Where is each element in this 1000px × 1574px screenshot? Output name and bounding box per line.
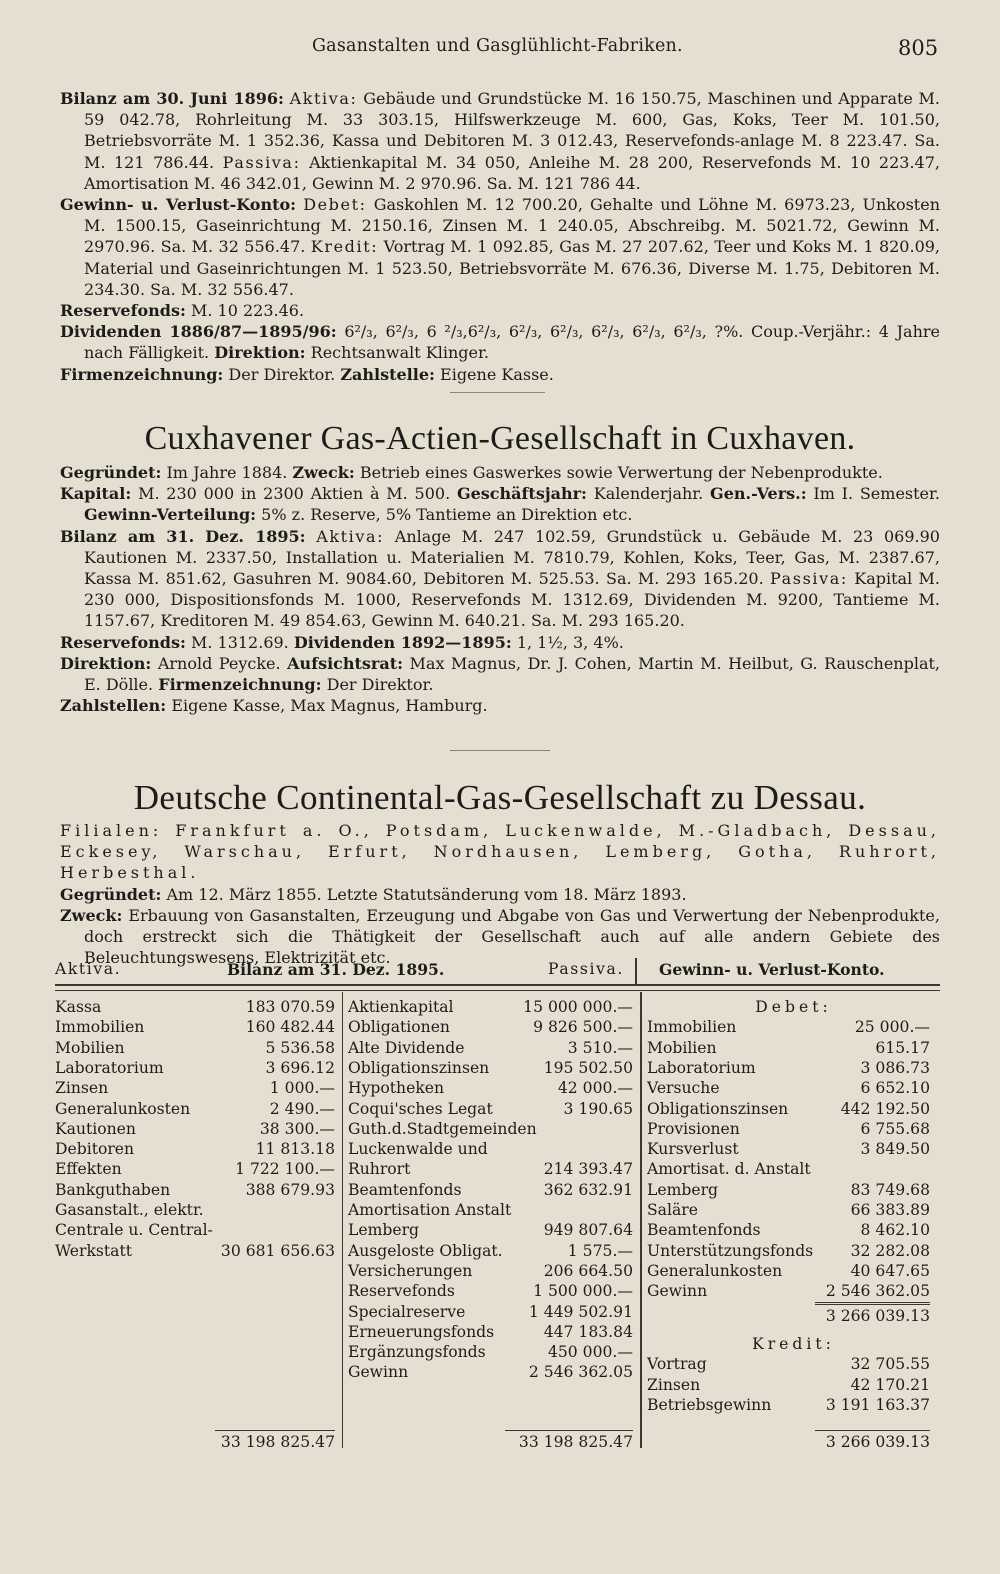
debet-row-value: 442 192.50 bbox=[840, 1099, 930, 1118]
zahlstelle-label: Zahlstelle: bbox=[340, 364, 435, 384]
passiva-row bbox=[348, 1120, 633, 1140]
passiva-row-label: Lemberg bbox=[348, 1221, 420, 1240]
debet-row-label: Mobilien bbox=[647, 1038, 717, 1057]
entry-continuation bbox=[60, 88, 940, 385]
aktiva-row-label: Kassa bbox=[55, 998, 102, 1016]
passiva-row-label: Ergänzungsfonds bbox=[348, 1343, 486, 1362]
passiva-row-label: Ausgeloste Obligat. bbox=[348, 1241, 503, 1260]
kapital-text: M. 230 000 in 2300 Aktien à M. 500. bbox=[138, 484, 451, 504]
passiva-row bbox=[348, 1181, 633, 1201]
direktion-label: Direktion: bbox=[214, 343, 306, 363]
passiva-text: Kapital M. 230 000, Dispositionsfonds M. 1000, Reservefonds M. 1312.69, Dividenden M. 9200, Tantieme M. 1157.67, Kreditoren M. 49 854.63, Gewinn M. 640.21. Sa. M. 293 165.20. bbox=[84, 569, 940, 631]
debet-row-label: Kursverlust bbox=[647, 1140, 739, 1159]
aktiva-row bbox=[55, 1140, 335, 1160]
header-passiva: Passiva. bbox=[548, 960, 624, 978]
dividenden-paragraph bbox=[60, 321, 940, 363]
debet-row-value: 3 086.73 bbox=[860, 1058, 930, 1077]
passiva-word: Passiva: bbox=[770, 569, 848, 589]
passiva-row bbox=[348, 1059, 633, 1079]
kredit-heading: Kredit: bbox=[752, 1334, 835, 1353]
debet-row-label: Saläre bbox=[647, 1201, 698, 1219]
zahlstelle-text: Eigene Kasse. bbox=[440, 364, 554, 384]
bilanz-passiva-text: Aktienkapital M. 34 050, Anleihe M. 28 200, Reservefonds M. 10 223.47, Amortisation M. 46 342.01, Gewinn M. 2 970.96. Sa. M. 121 786 44. bbox=[84, 152, 940, 193]
header-guv: Gewinn- u. Verlust-Konto. bbox=[659, 960, 885, 979]
aktiva-row-value: 183 070.59 bbox=[245, 998, 335, 1016]
reservefonds-text: M. 1312.69. bbox=[190, 632, 289, 652]
passiva-row bbox=[348, 1343, 633, 1363]
dividenden-text: 6²/₃, 6²/₃, 6 ²/₃,6²/₃, 6²/₃, 6²/₃, 6²/₃, 6²/₃, 6²/₃, ?%. Coup.-Verjähr.: 4 Jahre nach Fälligkeit. bbox=[84, 322, 940, 363]
passiva-row-label: Beamtenfonds bbox=[348, 1180, 462, 1199]
dividenden-label: Dividenden 1892—1895: bbox=[293, 632, 512, 652]
passiva-row-value: 450 000.— bbox=[547, 1343, 633, 1362]
genvers-text: Im I. Semester. bbox=[813, 484, 940, 504]
debet-row bbox=[647, 1201, 930, 1221]
passiva-row bbox=[348, 1242, 633, 1262]
debet-row bbox=[647, 1039, 930, 1059]
aktiva-row bbox=[55, 1120, 335, 1140]
column-divider-passiva bbox=[640, 992, 642, 1448]
passiva-row-label: Ruhrort bbox=[348, 1160, 411, 1179]
aktiva-row-label: Centrale u. Central- bbox=[55, 1221, 213, 1240]
passiva-row bbox=[348, 1039, 633, 1059]
debet-row bbox=[647, 1242, 930, 1262]
passiva-row-label: Reservefonds bbox=[348, 1282, 455, 1301]
passiva-row-label: Erneuerungsfonds bbox=[348, 1322, 495, 1341]
guv-paragraph bbox=[60, 194, 940, 300]
reservefonds-label: Reservefonds: bbox=[60, 301, 186, 321]
passiva-row-value: 3 190.65 bbox=[563, 1099, 633, 1118]
passiva-row-label: Luckenwalde und bbox=[348, 1140, 488, 1159]
bilanz-aktiva-text: Gebäude und Grundstücke M. 16 150.75, Maschinen und Apparate M. 59 042.78, Rohrleitung M. 33 303.15, Hilfswerkzeuge M. 600, Gas, Koks, Teer M. 101.50, Betriebsvorräte M. 1 352.36, Kassa und Debitoren M. 3 012.43, Reservefonds-anlage M. 8 223.47. Sa. M. 121 786.44. bbox=[84, 89, 941, 172]
passiva-row-value: 195 502.50 bbox=[543, 1058, 633, 1077]
passiva-row-label: Specialreserve bbox=[348, 1302, 466, 1321]
gewinnverteilung-label: Gewinn-Verteilung: bbox=[84, 505, 257, 525]
dividenden-label: Dividenden 1886/87—1895/96: bbox=[60, 322, 337, 342]
header-divider bbox=[635, 958, 637, 986]
debet-row-label: Beamtenfonds bbox=[647, 1221, 761, 1240]
zweck-label: Zweck: bbox=[292, 463, 355, 482]
debet-row-label: Lemberg bbox=[647, 1180, 719, 1199]
aktiva-row-value: 1 722 100.— bbox=[235, 1160, 335, 1179]
column-divider-aktiva bbox=[342, 992, 343, 1448]
passiva-row-value: 1 449 502.91 bbox=[528, 1302, 633, 1321]
passiva-row-label: Alte Dividende bbox=[348, 1038, 465, 1057]
kredit-row-value: 32 705.55 bbox=[850, 1355, 930, 1374]
aktiva-row-value: 38 300.— bbox=[259, 1119, 335, 1138]
aktiva-row-value: 11 813.18 bbox=[255, 1140, 335, 1159]
debet-row-value: 615.17 bbox=[875, 1038, 930, 1057]
aufsichtsrat-label: Aufsichtsrat: bbox=[287, 653, 404, 673]
passiva-row-label: Obligationszinsen bbox=[348, 1058, 490, 1077]
kredit-row-label: Zinsen bbox=[647, 1375, 701, 1394]
kapital-label: Kapital: bbox=[60, 484, 132, 504]
debet-row bbox=[647, 1221, 930, 1241]
header-bilanz: Bilanz am 31. Dez. 1895. bbox=[227, 960, 445, 979]
section-divider bbox=[450, 750, 550, 751]
aktiva-row-label: Effekten bbox=[55, 1160, 122, 1179]
direktion-label: Direktion: bbox=[60, 653, 152, 673]
guv-kredit-text: Vortrag M. 1 092.85, Gas M. 27 207.62, Teer und Koks M. 1 820.09, Material und Gaseinrichtungen M. 1 523.50, Betriebsvorräte M. 676.36, Diverse M. 1.75, Debitoren M. 234.30. Sa. M. 32 556.47. bbox=[84, 237, 941, 299]
kredit-row bbox=[647, 1376, 930, 1396]
debet-row bbox=[647, 1262, 930, 1282]
zweck-text: Betrieb eines Gaswerkes sowie Verwertung der Nebenprodukte. bbox=[359, 463, 883, 482]
debet-row-label: Immobilien bbox=[647, 1018, 737, 1037]
aktiva-row bbox=[55, 1242, 335, 1262]
passiva-total: 33 198 825.47 bbox=[505, 1430, 633, 1453]
bilanz-paragraph bbox=[60, 88, 940, 194]
debet-row bbox=[647, 1079, 930, 1099]
gegruendet-text: Am 12. März 1855. Letzte Statutsänderung vom 18. März 1893. bbox=[166, 884, 687, 904]
firma-label: Firmenzeichnung: bbox=[60, 364, 224, 384]
zweck-text: Erbauung von Gasanstalten, Erzeugung und Abgabe von Gas und Verwertung der Nebenprodukte, doch erstreckt sich die Thätigkeit der Gesellschaft auch auf alle andern Gebiete des Beleuchtungswesens, Elektrizität etc. bbox=[84, 905, 940, 968]
reservefonds-paragraph bbox=[60, 632, 940, 653]
debet-row-label: Provisionen bbox=[647, 1119, 740, 1138]
guv-label: Gewinn- u. Verlust-Konto: bbox=[60, 195, 297, 215]
bilanz-label: Bilanz am 30. Juni 1896: bbox=[60, 89, 284, 108]
passiva-row-value: 362 632.91 bbox=[543, 1180, 633, 1199]
aktiva-row-value: 3 696.12 bbox=[265, 1058, 335, 1077]
passiva-row bbox=[348, 1079, 633, 1099]
debet-row bbox=[647, 1059, 930, 1079]
reservefonds-paragraph bbox=[60, 300, 940, 321]
passiva-row-label: Hypotheken bbox=[348, 1079, 445, 1098]
aktiva-row-label: Debitoren bbox=[55, 1140, 135, 1159]
entry-cuxhaven bbox=[60, 462, 940, 716]
aktiva-row-label: Generalunkosten bbox=[55, 1099, 191, 1118]
passiva-row bbox=[348, 1018, 633, 1038]
kredit-row-value: 3 191 163.37 bbox=[825, 1395, 930, 1414]
gegruendet-label: Gegründet: bbox=[60, 463, 162, 482]
debet-sum-rule bbox=[815, 1302, 930, 1303]
aktiva-row bbox=[55, 998, 335, 1018]
debet-heading: Debet: bbox=[755, 998, 832, 1016]
kredit-row-label: Betriebsgewinn bbox=[647, 1395, 772, 1414]
kredit-row-value: 42 170.21 bbox=[850, 1375, 930, 1394]
aktiva-row bbox=[55, 1160, 335, 1180]
passiva-row bbox=[348, 1303, 633, 1323]
passiva-row bbox=[348, 1140, 633, 1160]
debet-word: Debet: bbox=[303, 195, 367, 215]
debet-row-label: Amortisat. d. Anstalt bbox=[647, 1160, 811, 1179]
debet-row-value: 6 755.68 bbox=[860, 1119, 930, 1138]
balance-table bbox=[55, 958, 940, 1458]
debet-row-value: 3 849.50 bbox=[860, 1140, 930, 1159]
kredit-row-label: Vortrag bbox=[647, 1355, 707, 1374]
company-title-cuxhaven: Cuxhavener Gas-Actien-Gesellschaft in Cuxhaven. bbox=[144, 420, 856, 457]
passiva-row-value: 3 510.— bbox=[567, 1038, 633, 1057]
debet-total: 3 266 039.13 bbox=[815, 1304, 930, 1327]
header-aktiva: Aktiva. bbox=[55, 960, 122, 978]
debet-row-value: 32 282.08 bbox=[850, 1241, 930, 1260]
direktion-paragraph bbox=[60, 653, 940, 695]
aktiva-row-label: Laboratorium bbox=[55, 1058, 164, 1077]
geschaeftsjahr-text: Kalenderjahr. bbox=[593, 484, 704, 504]
passiva-row-label: Aktienkapital bbox=[348, 998, 454, 1016]
debet-row bbox=[647, 1181, 930, 1201]
passiva-row bbox=[348, 1100, 633, 1120]
aktiva-total: 33 198 825.47 bbox=[215, 1430, 335, 1453]
aktiva-row-value: 388 679.93 bbox=[245, 1180, 335, 1199]
firma-text: Der Direktor. bbox=[326, 675, 434, 695]
debet-row-value: 40 647.65 bbox=[850, 1261, 930, 1280]
aktiva-row bbox=[55, 1201, 335, 1221]
aktiva-row-label: Mobilien bbox=[55, 1038, 125, 1057]
direktion-text: Rechtsanwalt Klinger. bbox=[310, 343, 489, 363]
aktiva-word: Aktiva: bbox=[316, 526, 385, 546]
debet-row bbox=[647, 1120, 930, 1140]
passiva-row-value: 15 000 000.— bbox=[523, 998, 633, 1016]
aktiva-row bbox=[55, 1100, 335, 1120]
firmenzeichnung-paragraph bbox=[60, 364, 940, 385]
debet-row-label: Versuche bbox=[647, 1079, 720, 1098]
entry-dessau bbox=[60, 820, 940, 968]
kredit-total: 3 266 039.13 bbox=[815, 1430, 930, 1453]
aktiva-text: Anlage M. 247 102.59, Grundstück u. Gebäude M. 23 069.90 Kautionen M. 2337.50, Installation u. Materialien M. 7810.79, Kohlen, Koks, Teer, Gas, M. 2387.67, Kassa M. 851.62, Gasuhren M. 9084.60, Debitoren M. 525.53. Sa. M. 293 165.20. bbox=[84, 526, 940, 589]
section-divider bbox=[450, 392, 545, 393]
debet-row-value: 2 546 362.05 bbox=[825, 1282, 930, 1301]
geschaeftsjahr-label: Geschäftsjahr: bbox=[456, 484, 587, 504]
passiva-row-value: 9 826 500.— bbox=[533, 1018, 633, 1037]
aktiva-row bbox=[55, 1181, 335, 1201]
company-title-dessau: Deutsche Continental-Gas-Gesellschaft zu Dessau. bbox=[133, 778, 867, 817]
passiva-row bbox=[348, 1363, 633, 1383]
aktiva-row-label: Kautionen bbox=[55, 1119, 136, 1138]
debet-row-label: Gewinn bbox=[647, 1282, 708, 1301]
passiva-row bbox=[348, 1201, 633, 1221]
passiva-row-value: 1 500 000.— bbox=[533, 1282, 633, 1301]
debet-row-label: Unterstützungsfonds bbox=[647, 1241, 814, 1260]
header-rule-bottom bbox=[55, 990, 940, 991]
passiva-row-label: Amortisation Anstalt bbox=[348, 1201, 512, 1219]
gegruendet-text: Im Jahre 1884. bbox=[166, 463, 288, 482]
filialen-paragraph: Filialen: Frankfurt a. O., Potsdam, Luckenwalde, M.-Gladbach, Dessau, Eckesey, Warschau, Erfurt, Nordhausen, Lemberg, Gotha, Ruhrort, Herbesthal. bbox=[60, 821, 940, 883]
passiva-row bbox=[348, 1221, 633, 1241]
aktiva-row-value: 5 536.58 bbox=[265, 1038, 335, 1057]
zahlstellen-paragraph bbox=[60, 695, 940, 716]
debet-row-label: Laboratorium bbox=[647, 1058, 756, 1077]
aktiva-row-label: Zinsen bbox=[55, 1079, 109, 1098]
passiva-row bbox=[348, 998, 633, 1018]
debet-row-label: Obligationszinsen bbox=[647, 1099, 789, 1118]
passiva-row-value: 1 575.— bbox=[567, 1241, 633, 1260]
aktiva-row bbox=[55, 1079, 335, 1099]
debet-row-value: 8 462.10 bbox=[860, 1221, 930, 1240]
debet-row-value: 83 749.68 bbox=[850, 1180, 930, 1199]
gegruendet-paragraph bbox=[60, 884, 940, 905]
kapital-paragraph bbox=[60, 483, 940, 525]
reservefonds-text: M. 10 223.46. bbox=[190, 301, 305, 321]
running-head bbox=[0, 36, 1000, 62]
debet-row-value: 6 652.10 bbox=[860, 1079, 930, 1098]
kredit-word: Kredit: bbox=[310, 237, 379, 257]
bilanz-label: Bilanz am 31. Dez. 1895: bbox=[60, 526, 306, 546]
guv-debet-text: Gaskohlen M. 12 700.20, Gehalte und Löhne M. 6973.23, Unkosten M. 1500.15, Gaseinrichtung M. 2150.16, Zinsen M. 1 240.05, Abschreibg. M. 5021.72, Gewinn M. 2970.96. Sa. M. 32 556.47. bbox=[84, 195, 941, 257]
debet-row-value: 66 383.89 bbox=[850, 1201, 930, 1219]
running-head-title: Gasanstalten und Gasglühlicht-Fabriken. bbox=[312, 36, 683, 56]
zweck-label: Zweck: bbox=[60, 905, 123, 925]
debet-row bbox=[647, 1160, 930, 1180]
passiva-row-value: 214 393.47 bbox=[543, 1160, 633, 1179]
aktiva-row-value: 2 490.— bbox=[269, 1099, 335, 1118]
debet-row-label: Generalunkosten bbox=[647, 1261, 783, 1280]
dividenden-text: 1, 1½, 3, 4%. bbox=[516, 632, 624, 652]
passiva-row-value: 42 000.— bbox=[557, 1079, 633, 1098]
passiva-row-label: Guth.d.Stadtgemeinden bbox=[348, 1119, 537, 1138]
zahlstellen-label: Zahlstellen: bbox=[60, 696, 167, 716]
passiva-row bbox=[348, 1282, 633, 1302]
aktiva-row-label: Bankguthaben bbox=[55, 1180, 171, 1199]
passiva-row-value: 949 807.64 bbox=[543, 1221, 633, 1240]
passiva-row-value: 2 546 362.05 bbox=[528, 1363, 633, 1382]
aktiva-word: Aktiva: bbox=[289, 89, 358, 108]
debet-row bbox=[647, 1282, 930, 1302]
reservefonds-label: Reservefonds: bbox=[60, 632, 186, 652]
direktion-text: Arnold Peycke. bbox=[157, 653, 281, 673]
passiva-row-value: 206 664.50 bbox=[543, 1261, 633, 1280]
aktiva-row-label: Werkstatt bbox=[55, 1241, 132, 1260]
gegruendet-paragraph bbox=[60, 462, 940, 483]
firma-text: Der Direktor. bbox=[228, 364, 336, 384]
page-number: 805 bbox=[898, 36, 939, 60]
aktiva-row bbox=[55, 1059, 335, 1079]
passiva-row bbox=[348, 1262, 633, 1282]
passiva-word: Passiva: bbox=[222, 152, 301, 172]
debet-row-value: 25 000.— bbox=[854, 1018, 930, 1037]
debet-row bbox=[647, 1018, 930, 1038]
aktiva-row-value: 30 681 656.63 bbox=[220, 1241, 335, 1260]
aktiva-row-value: 160 482.44 bbox=[245, 1018, 335, 1037]
aktiva-row bbox=[55, 1039, 335, 1059]
passiva-row-label: Gewinn bbox=[348, 1363, 409, 1382]
passiva-row bbox=[348, 1160, 633, 1180]
genvers-label: Gen.-Vers.: bbox=[710, 484, 807, 504]
kredit-row bbox=[647, 1355, 930, 1375]
passiva-row-value: 447 183.84 bbox=[543, 1322, 633, 1341]
passiva-row bbox=[348, 1323, 633, 1343]
kredit-row bbox=[647, 1396, 930, 1416]
gegruendet-label: Gegründet: bbox=[60, 884, 162, 904]
debet-row bbox=[647, 1100, 930, 1120]
passiva-row-label: Obligationen bbox=[348, 1018, 450, 1037]
bilanz-paragraph bbox=[60, 526, 940, 632]
aktiva-row-label: Gasanstalt., elektr. bbox=[55, 1201, 204, 1219]
aktiva-row bbox=[55, 1018, 335, 1038]
aktiva-row-label: Immobilien bbox=[55, 1018, 145, 1037]
gewinnverteilung-text: 5% z. Reserve, 5% Tantieme an Direktion etc. bbox=[261, 505, 633, 525]
passiva-row-label: Versicherungen bbox=[348, 1261, 473, 1280]
zahlstellen-text: Eigene Kasse, Max Magnus, Hamburg. bbox=[171, 696, 488, 716]
aufsichtsrat-text: Max Magnus, Dr. J. Cohen, Martin M. Heilbut, G. Rauschenplat, E. Dölle. bbox=[84, 653, 941, 695]
passiva-row-label: Coqui'sches Legat bbox=[348, 1099, 493, 1118]
aktiva-row bbox=[55, 1221, 335, 1241]
aktiva-row-value: 1 000.— bbox=[269, 1079, 335, 1098]
header-rule-top bbox=[55, 984, 940, 986]
firma-label: Firmenzeichnung: bbox=[158, 675, 322, 695]
debet-row bbox=[647, 1140, 930, 1160]
